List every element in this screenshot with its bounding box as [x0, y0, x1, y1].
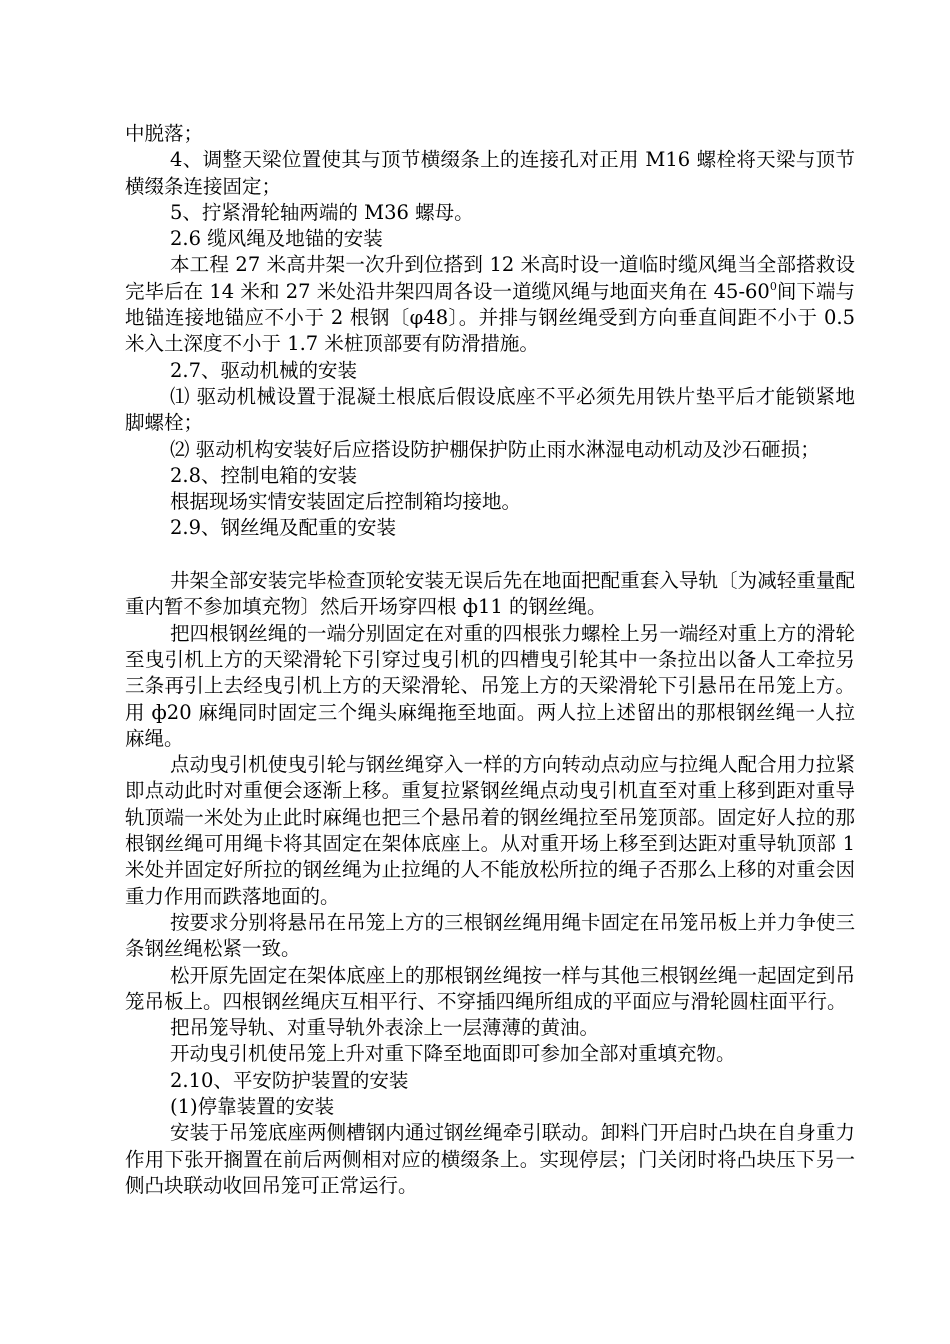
paragraph: 把四根钢丝绳的一端分别固定在对重的四根张力螺栓上另一端经对重上方的滑轮至曳引机上方的天梁滑轮下引穿过曳引机的四槽曳引轮其中一条拉出以备人工牵拉另三条再引上去经曳引机上方的天梁滑轮、吊笼上方的天梁滑轮下引悬吊在吊笼上方。用 ф20 麻绳同时固定三个绳头麻绳拖至地面。两人拉上述留出的那根钢丝绳一人拉麻绳。 [125, 621, 855, 750]
paragraph: 4、调整天梁位置使其与顶节横缀条上的连接孔对正用 M16 螺栓将天梁与顶节横缀条连接固定； [125, 148, 855, 198]
blank-line [125, 542, 855, 568]
section-heading: 2.8、控制电箱的安装 [170, 463, 358, 487]
paragraph: 根据现场实情安装固定后控制箱均接地。 [170, 490, 522, 514]
text-run: 本工程 27 米高井架一次升到位搭到 12 米高时设一道临时缆风绳当全部搭救设完毕后在 14 米和 27 米处沿井架四周各设一道缆风绳与地面夹角在 45-60 [125, 253, 855, 303]
section-heading: 2.9、钢丝绳及配重的安装 [170, 516, 397, 540]
paragraph: 松开原先固定在架体底座上的那根钢丝绳按一样与其他三根钢丝绳一起固定到吊笼吊板上。四根钢丝绳庆互相平行、不穿插四绳所组成的平面应与滑轮圆柱面平行。 [125, 963, 855, 1013]
text-run: 间下端与地锚连接地锚应不小于 2 根钢〔φ48〕。并排与钢丝绳受到方向垂直间距不小于 0.5 米入土深度不小于 1.7 米桩顶部要有防滑措施。 [125, 279, 855, 356]
paragraph: ⑴ 驱动机械设置于混凝土根底后假设底座不平必须先用铁片垫平后才能锁紧地脚螺栓； [125, 384, 855, 435]
subsection-heading: (1)停靠装置的安装 [170, 1094, 335, 1118]
paragraph: 点动曳引机使曳引轮与钢丝绳穿入一样的方向转动点动应与拉绳人配合用力拉紧即点动此时对重便会逐渐上移。重复拉紧钢丝绳点动曳引机直至对重上移到距对重导轨顶端一米处为止此时麻绳也把三个悬吊着的钢丝绳拉至吊笼顶部。固定好人拉的那根钢丝绳可用绳卡将其固定在架体底座上。从对重开场上移至到达距对重导轨顶部 1 米处并固定好所拉的钢丝绳为止拉绳的人不能放松所拉的绳子否那么上移的对重会因重力作用而跌落地面的。 [125, 753, 855, 908]
section-heading: 2.7、驱动机械的安装 [170, 358, 358, 382]
section-heading: 2.6 缆风绳及地锚的安装 [170, 227, 383, 251]
paragraph: 开动曳引机使吊笼上升对重下降至地面即可参加全部对重填充物。 [170, 1042, 736, 1066]
document-page [125, 121, 855, 1199]
section-heading: 2.10、平安防护装置的安装 [170, 1068, 409, 1092]
paragraph: ⑵ 驱动机构安装好后应搭设防护棚保护防止雨水淋湿电动机动及沙石砸损； [170, 437, 820, 461]
paragraph: 按要求分别将悬吊在吊笼上方的三根钢丝绳用绳卡固定在吊笼吊板上并力争使三条钢丝绳松紧一致。 [125, 910, 855, 961]
paragraph: 安装于吊笼底座两侧槽钢内通过钢丝绳牵引联动。卸料门开启时凸块在自身重力作用下张开搁置在前后两侧相对应的横缀条上。实现停层；门关闭时将凸块压下另一侧凸块联动收回吊笼可正常运行。 [125, 1121, 855, 1197]
paragraph: 中脱落； [125, 122, 204, 145]
paragraph: 把吊笼导轨、对重导轨外表涂上一层薄薄的黄油。 [170, 1016, 600, 1040]
paragraph [125, 252, 855, 357]
paragraph: 井架全部安装完毕检查顶轮安装无误后先在地面把配重套入导轨〔为减轻重量配重内暂不参加填充物〕然后开场穿四根 ф11 的钢丝绳。 [125, 569, 855, 619]
paragraph: 5、拧紧滑轮轴两端的 M36 螺母。 [170, 200, 474, 224]
superscript: 0 [769, 279, 777, 293]
